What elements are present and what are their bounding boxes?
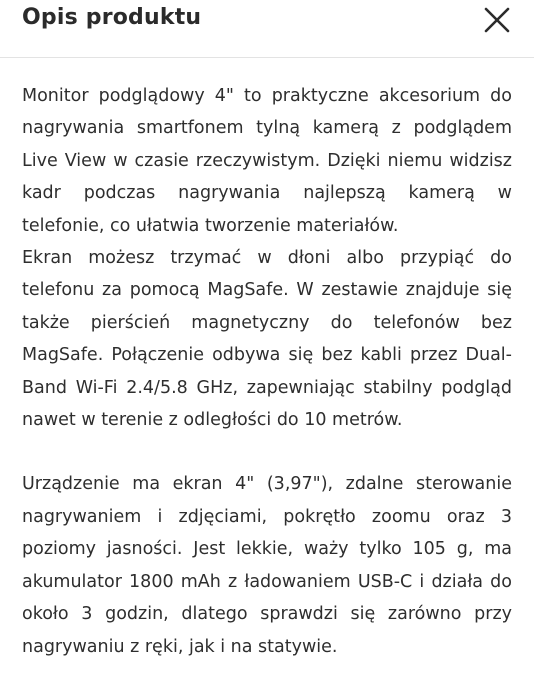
paragraph-spacer (22, 436, 512, 468)
product-description (22, 80, 512, 663)
dialog-title: Opis produktu (22, 5, 202, 30)
description-paragraph: Monitor podglądowy 4" to praktyczne akcesorium do nagrywania smartfonem tylną kamerą z podglądem Live View w czasie rzeczywistym. Dzięki niemu widzisz kadr podczas nagrywania najlepszą kamerą w telefonie, co ułatwia tworzenie materiałów. (22, 86, 512, 236)
description-paragraph: Urządzenie ma ekran 4" (3,97"), zdalne sterowanie nagrywaniem i zdjęciami, pokrętło zoomu oraz 3 poziomy jasności. Jest lekkie, waży tylko 105 g, ma akumulator 1800 mAh z ładowaniem USB-C i działa do około 3 godzin, dlatego sprawdzi się zarówno przy nagrywaniu z ręki, jak i na statywie. (22, 474, 512, 657)
close-button[interactable] (482, 5, 512, 35)
dialog-header (0, 0, 534, 58)
description-paragraph: Ekran możesz trzymać w dłoni albo przypiąć do telefonu za pomocą MagSafe. W zestawie znajduje się także pierścień magnetyczny do telefonów bez MagSafe. Połączenie odbywa się bez kabli przez Dual-Band Wi-Fi 2.4/5.8 GHz, zapewniając stabilny podgląd nawet w terenie z odległości do 10 metrów. (22, 248, 512, 431)
close-icon (482, 5, 512, 35)
